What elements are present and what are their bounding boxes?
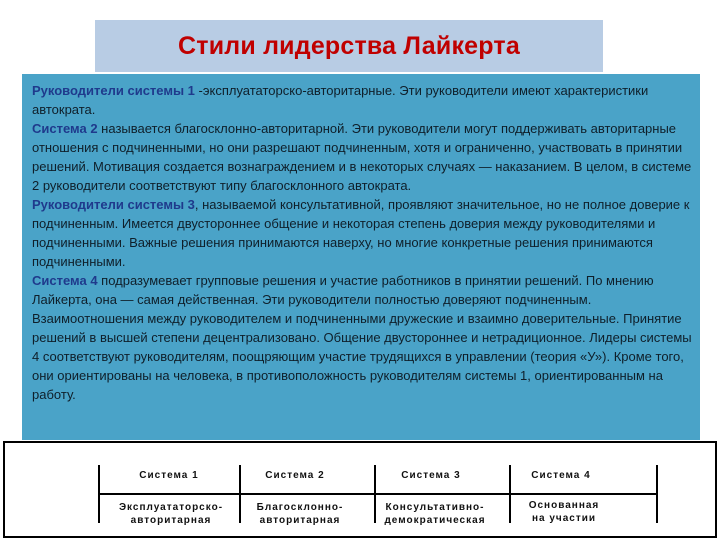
paragraph-lead: Руководители системы 1 xyxy=(32,83,195,98)
text-panel xyxy=(22,74,700,440)
paragraph-system-1 xyxy=(32,81,696,119)
system-2-label: Система 2 xyxy=(265,470,325,481)
paragraph-system-4 xyxy=(32,271,696,404)
style-3-line-1: Консультативно- xyxy=(385,502,485,513)
style-4-line-1: Основанная xyxy=(528,500,600,511)
style-4-label xyxy=(494,499,634,525)
slide-title: Стили лидерства Лайкерта xyxy=(178,31,520,60)
slide-title-box xyxy=(95,20,603,72)
paragraph-text: называется благосклонно-авторитарной. Эти руководители могут поддерживать авторитарные отношения с подчиненными, но они разрешают подчиненным, хотя и ограниченно, участвовать в принятии решений. Мотивация создается вознаграждением и в некоторых случаях — наказанием. В целом, в системе 2 руководители соответствуют типу благосклонного автократа. xyxy=(32,121,692,193)
system-3-label: Система 3 xyxy=(401,470,461,481)
style-2-line-1: Благосклонно- xyxy=(256,502,344,513)
paragraph-lead: Руководители системы 3 xyxy=(32,197,195,212)
style-1-line-2: авторитарная xyxy=(130,515,212,526)
style-1-line-1: Эксплуататорско- xyxy=(118,502,224,513)
style-3-label xyxy=(365,501,505,527)
body-text xyxy=(32,81,696,404)
paragraph-text: -эксплуататорско-авторитарные. Эти руководители имеют характеристики автократа. xyxy=(32,83,649,117)
paragraph-system-2 xyxy=(32,119,696,195)
system-1-label: Система 1 xyxy=(139,470,199,481)
paragraph-text: , называемой консультативной, проявляют значительное, но не полное доверие к подчиненным. Имеется двустороннее общение и некоторая степень доверия между руководителями и подчиненными. Важные решения принимаются наверху, но многие конкретные решения принимаются подчиненными. xyxy=(32,197,690,269)
style-2-line-2: авторитарная xyxy=(259,515,341,526)
paragraph-lead: Система 2 xyxy=(32,121,98,136)
paragraph-system-3 xyxy=(32,195,696,271)
style-2-label xyxy=(230,501,370,527)
paragraph-text: подразумевает групповые решения и участие работников в принятии решений. По мнению Лайкерта, она — самая действенная. Эти руководители полностью доверяют подчиненным. Взаимоотношения между руководителем и подчиненными дружеские и взаимно доверительные. Принятие решений в высшей степени децентрализовано. Общение двустороннее и нетрадиционное. Лидеры системы 4 соответствуют руководителям, поощряющим участие трудящихся в управлении (теория «У»). Кроме того, они ориентированы на человека, в противоположность руководителям системы 1, ориентированным на работу. xyxy=(32,273,692,402)
style-4-line-2: на участии xyxy=(531,513,597,524)
system-4-label: Система 4 xyxy=(531,470,591,481)
systems-diagram xyxy=(3,441,717,538)
style-3-line-2: демократическая xyxy=(384,515,486,526)
paragraph-lead: Система 4 xyxy=(32,273,98,288)
style-1-label xyxy=(101,501,241,527)
